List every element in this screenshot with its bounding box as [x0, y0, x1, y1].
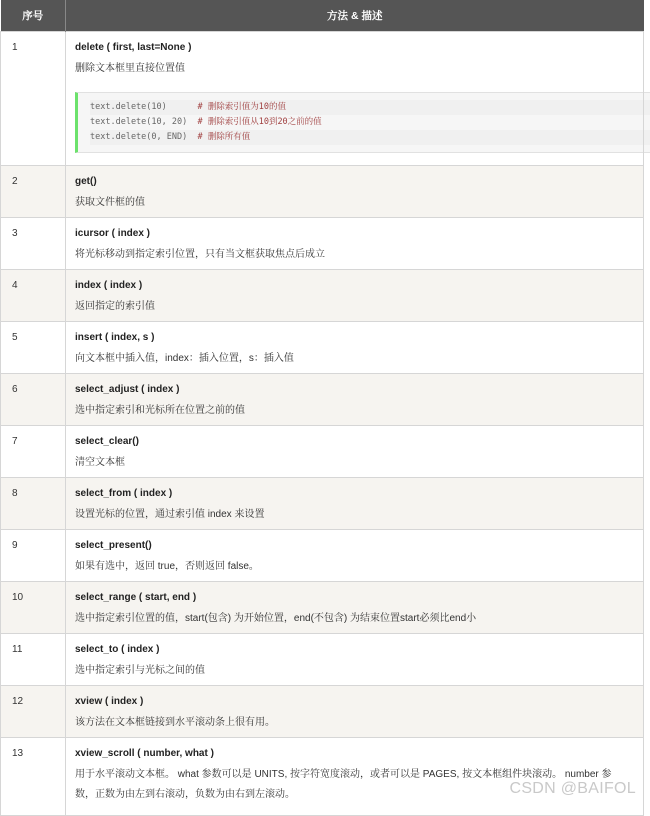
row-method [66, 270, 644, 322]
table-row [1, 270, 644, 322]
table-row [1, 218, 644, 270]
table-row [1, 530, 644, 582]
table-row [1, 426, 644, 478]
row-index: 10 [1, 582, 66, 634]
row-index: 2 [1, 166, 66, 218]
table-row [1, 374, 644, 426]
row-method [66, 426, 644, 478]
row-index: 7 [1, 426, 66, 478]
row-method [66, 32, 644, 166]
method-signature: select_present() [75, 540, 152, 551]
row-method [66, 478, 644, 530]
method-signature: icursor ( index ) [75, 228, 151, 239]
row-method [66, 530, 644, 582]
code-text: text.delete(0, END) [90, 132, 198, 142]
table-row [1, 32, 644, 166]
method-description: 该方法在文本框链接到水平滚动条上很有用。 [75, 717, 275, 728]
method-description: 返回指定的索引值 [75, 301, 155, 312]
method-signature: get() [75, 176, 97, 187]
table-row [1, 634, 644, 686]
row-index: 1 [1, 32, 66, 166]
code-text: text.delete(10, 20) [90, 117, 198, 127]
method-signature: delete ( first, last=None ) [75, 42, 192, 53]
code-line [90, 115, 650, 130]
row-index: 12 [1, 686, 66, 738]
header-index: 序号 [1, 0, 66, 32]
table-row [1, 478, 644, 530]
method-description: 设置光标的位置，通过索引值 index 来设置 [75, 509, 265, 520]
method-description: 将光标移动到指定索引位置，只有当文框获取焦点后成立 [75, 249, 325, 260]
code-line [90, 130, 650, 145]
table-row [1, 166, 644, 218]
table-row [1, 582, 644, 634]
header-method: 方法 & 描述 [66, 0, 644, 32]
method-description: 获取文件框的值 [75, 197, 145, 208]
row-index: 3 [1, 218, 66, 270]
row-index: 13 [1, 738, 66, 816]
table-row [1, 322, 644, 374]
row-method [66, 582, 644, 634]
method-description: 清空文本框 [75, 457, 125, 468]
method-signature: xview_scroll ( number, what ) [75, 748, 214, 759]
row-index: 6 [1, 374, 66, 426]
row-method [66, 166, 644, 218]
method-description: 如果有选中，返回 true，否则返回 false。 [75, 561, 259, 572]
row-method [66, 634, 644, 686]
row-method [66, 218, 644, 270]
method-description: 选中指定索引位置的值，start(包含) 为开始位置，end(不包含) 为结束位置start必须比end小 [75, 613, 477, 624]
row-index: 11 [1, 634, 66, 686]
row-index: 4 [1, 270, 66, 322]
method-description: 选中指定索引和光标所在位置之前的值 [75, 405, 245, 416]
code-block [75, 92, 650, 153]
row-index: 8 [1, 478, 66, 530]
method-description: 删除文本框里直接位置值 [75, 63, 185, 74]
method-signature: index ( index ) [75, 280, 143, 291]
table-row [1, 686, 644, 738]
code-comment: # 删除所有值 [197, 132, 251, 142]
method-signature: xview ( index ) [75, 696, 144, 707]
row-index: 9 [1, 530, 66, 582]
code-text: text.delete(10) [90, 102, 198, 112]
method-description: 用于水平滚动文本框。 what 参数可以是 UNITS, 按字符宽度滚动，或者可以是 PAGES, 按文本框组件块滚动。 number 参数，正数为由左到右滚动，负数为由右到左滚动。 [75, 769, 612, 800]
code-line [90, 100, 650, 115]
method-signature: select_clear() [75, 436, 139, 447]
table-header-row [1, 0, 644, 32]
row-method [66, 686, 644, 738]
row-method [66, 374, 644, 426]
method-description: 选中指定索引与光标之间的值 [75, 665, 205, 676]
method-signature: select_adjust ( index ) [75, 384, 180, 395]
code-comment: # 删除索引值从10到20之前的值 [197, 117, 322, 127]
watermark: CSDN @BAIFOL [509, 780, 636, 797]
method-signature: select_range ( start, end ) [75, 592, 197, 603]
method-signature: select_from ( index ) [75, 488, 173, 499]
method-signature: select_to ( index ) [75, 644, 160, 655]
method-signature: insert ( index, s ) [75, 332, 155, 343]
method-description: 向文本框中插入值，index：插入位置，s：插入值 [75, 353, 294, 364]
row-index: 5 [1, 322, 66, 374]
code-comment: # 删除索引值为10的值 [197, 102, 286, 112]
row-method [66, 322, 644, 374]
